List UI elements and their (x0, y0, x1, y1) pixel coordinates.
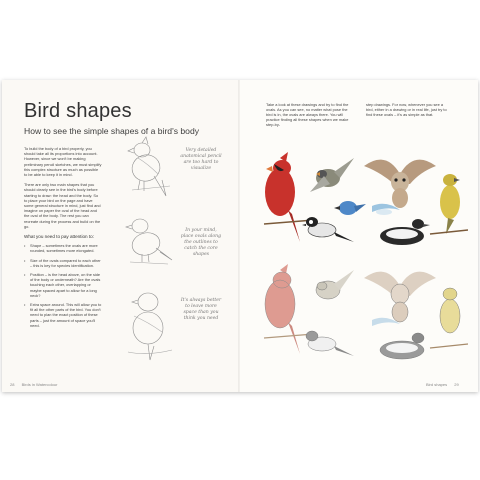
intro-text-col2: step drawings. For now, whenever you see a bird, either in a drawing or in real life, just try to find these ovals – it's as simple as that. (366, 102, 447, 118)
page-number: 28 (10, 382, 15, 387)
running-title: Bird shapes (426, 382, 448, 387)
hand-note: Very detailed anatomical pencil are too hard to visualize (180, 148, 222, 171)
list-item: • Extra space around. This will allow you to fit all the other parts of the bird. You don't need to plan the exact position of these parts – just the amount of space you'll need. (24, 302, 102, 328)
hand-note: In your mind, place ovals along the outlines to catch the core shapes (180, 228, 222, 257)
list-item: • Shape – sometimes the ovals are more rounded, sometimes more elongated. (24, 243, 102, 253)
duck-ovals (380, 333, 424, 359)
birds-with-ovals (254, 260, 468, 370)
painted-birds (254, 150, 468, 254)
page-title: Bird shapes (24, 100, 132, 122)
book-spread (2, 80, 478, 392)
sketch-ovals-space (118, 286, 182, 366)
folio (426, 382, 459, 387)
cardinal-painting (264, 152, 314, 242)
bullet-list (24, 243, 102, 328)
paragraph: To build the body of a bird properly, you should take all its proportions into account. However, since we won't be making preliminary pencil sketches, we must simplify this complex structure as much as possible to be able to keep it in mind. (24, 146, 102, 178)
list-item: • Size of the ovals compared to each other – this is key for species identification. (24, 258, 102, 268)
cardinal-ovals (264, 264, 314, 354)
wagtail-ovals (306, 331, 354, 356)
sketch-cardinal (120, 134, 180, 200)
warbler-painting (430, 174, 468, 234)
page-subtitle: How to see the simple shapes of a bird's body (24, 126, 200, 136)
duck-painting (380, 219, 430, 245)
list-item: • Position – is the head above, on the side of the body or underneath? Are the ovals touching each other, overlapping or maybe spaced apart to allow for a long neck? (24, 272, 102, 298)
hand-note: It's always better to leave more space than you think you need (180, 298, 222, 321)
head-oval (138, 293, 158, 311)
list-lead: What you need to pay attention to: (24, 234, 94, 240)
wagtail-painting (302, 217, 354, 242)
owl-painting (364, 160, 436, 208)
folio (10, 382, 57, 387)
body-text (24, 146, 102, 332)
body-oval (130, 230, 163, 258)
left-page (2, 80, 240, 392)
flying-songbird-painting (310, 158, 354, 192)
owl-ovals (364, 272, 436, 322)
warbler-ovals (430, 288, 468, 348)
paragraph: There are only two main shapes that you should clearly see in the bird's body before starting to draw: the head and the body. So to place your bird on the page and have some general structure in mind, just find and imagine on paper the oval of the head and the oval of the body. The rest you can recreate during the process and build on the go. (24, 182, 101, 229)
right-page (240, 80, 478, 392)
sketch-songbird (120, 212, 180, 272)
intro-text-col1: Take a look at these drawings and try to find the ovals. As you can see, no matter what pose the bird is in, the ovals are always there. You will practice finding all these shapes when we make step-by- (266, 102, 349, 128)
head-oval (132, 219, 148, 233)
running-title: Birds in Watercolour (21, 382, 58, 387)
bluejay-painting (334, 201, 366, 215)
flying-songbird-ovals (316, 270, 354, 299)
page-number: 29 (454, 382, 459, 387)
body-oval (133, 312, 163, 344)
